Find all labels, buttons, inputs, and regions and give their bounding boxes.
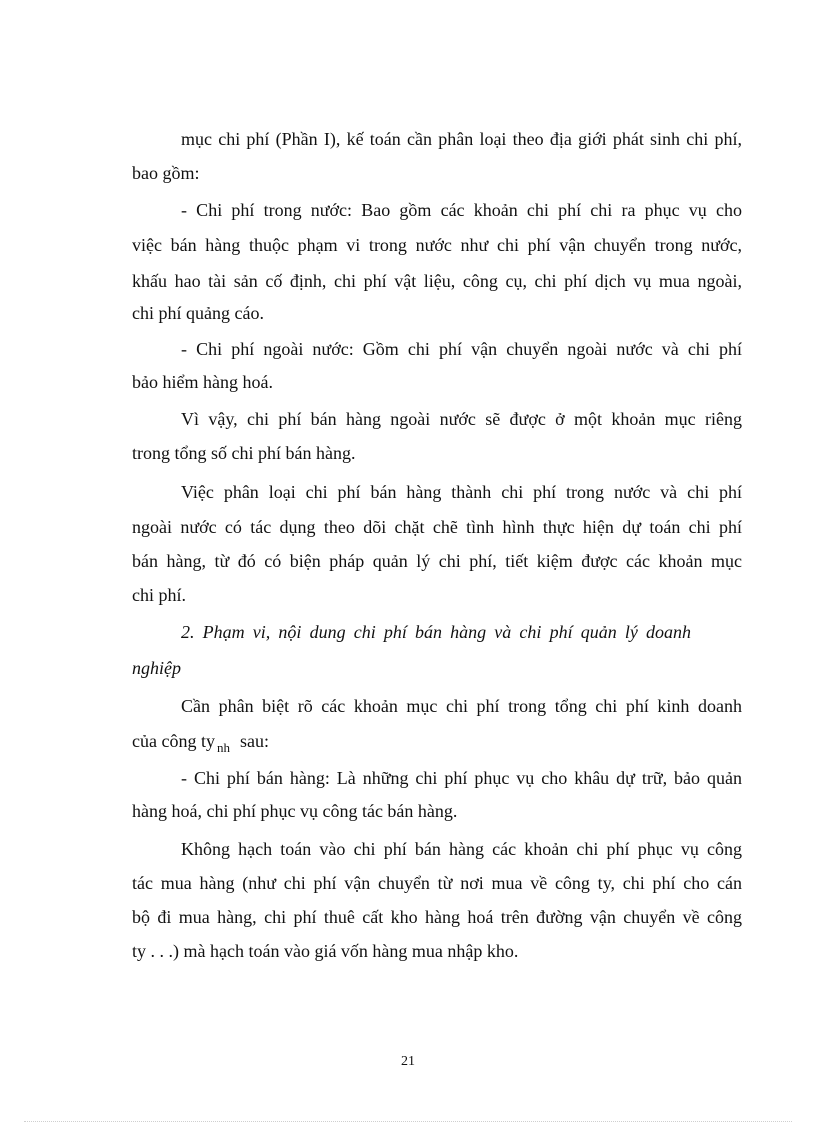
text-line: việc bán hàng thuộc phạm vi trong nước như chi phí vận chuyển trong nước, <box>132 235 742 255</box>
text-line: trong tổng số chi phí bán hàng. <box>132 443 356 463</box>
text-line: - Chi phí trong nước: Bao gồm các khoản chi phí chi ra phục vụ cho <box>181 200 742 220</box>
text-line: chi phí quảng cáo. <box>132 303 264 323</box>
section-heading-cont: nghiệp <box>132 658 181 678</box>
text-line: hàng hoá, chi phí phục vụ công tác bán hàng. <box>132 801 458 821</box>
text-line: chi phí. <box>132 585 186 605</box>
text-line: - Chi phí ngoài nước: Gồm chi phí vận chuyển ngoài nước và chi phí <box>181 339 742 359</box>
text-line: ty . . .) mà hạch toán vào giá vốn hàng mua nhập kho. <box>132 941 519 961</box>
text-line: khấu hao tài sản cố định, chi phí vật liệu, công cụ, chi phí dịch vụ mua ngoài, <box>132 271 742 291</box>
text-line: mục chi phí (Phần I), kế toán cần phân loại theo địa giới phát sinh chi phí, <box>181 129 742 149</box>
subscript-fragment: nh <box>216 740 230 755</box>
text-line: bảo hiểm hàng hoá. <box>132 372 273 392</box>
text-line: bán hàng, từ đó có biện pháp quản lý chi phí, tiết kiệm được các khoản mục <box>132 551 742 571</box>
text-line: - Chi phí bán hàng: Là những chi phí phục vụ cho khâu dự trữ, bảo quản <box>181 768 742 788</box>
text-line: Vì vậy, chi phí bán hàng ngoài nước sẽ được ở một khoản mục riêng <box>181 409 742 429</box>
text-line: ngoài nước có tác dụng theo dõi chặt chẽ tình hình thực hiện dự toán chi phí <box>132 517 742 537</box>
text-line: tác mua hàng (như chi phí vận chuyển từ nơi mua về công ty, chi phí cho cán <box>132 873 742 893</box>
text-line: Không hạch toán vào chi phí bán hàng các khoản chi phí phục vụ công <box>181 839 742 859</box>
section-heading: 2. Phạm vi, nội dung chi phí bán hàng và chi phí quản lý doanh <box>181 622 691 642</box>
text-line: Cần phân biệt rõ các khoản mục chi phí trong tổng chi phí kinh doanh <box>181 696 742 716</box>
text-line <box>132 730 742 754</box>
text-line: bộ đi mua hàng, chi phí thuê cất kho hàng hoá trên đường vận chuyển về công <box>132 907 742 927</box>
text-line: Việc phân loại chi phí bán hàng thành chi phí trong nước và chi phí <box>181 482 742 502</box>
text-fragment: của công ty <box>132 731 215 751</box>
page-number: 21 <box>401 1054 415 1069</box>
page-divider <box>24 1121 792 1122</box>
text-fragment: sau: <box>239 731 269 751</box>
text-line: bao gồm: <box>132 163 200 183</box>
